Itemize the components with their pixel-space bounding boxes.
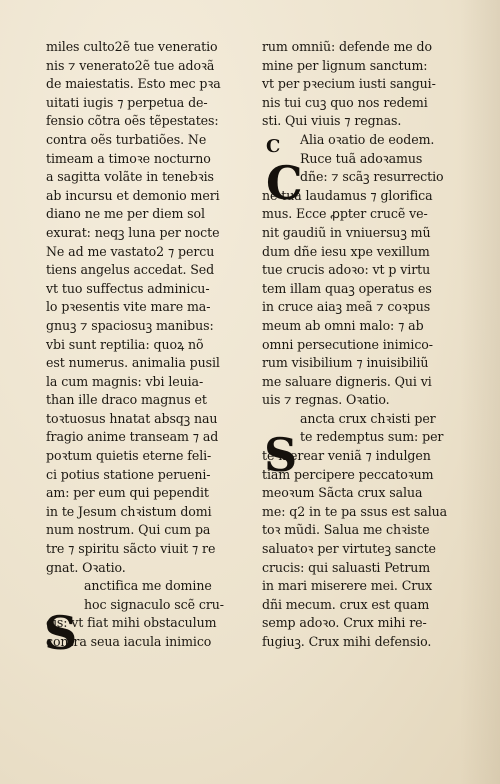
- text-line: de maiestatis. Esto mec pꝛa: [46, 76, 221, 92]
- text-line: hoc signaculo scẽ cru-: [84, 596, 224, 612]
- text-line: meum ab omni malo: ⁊ ab: [262, 317, 424, 333]
- text-line: tem illam quaꝫ operatus es: [262, 280, 432, 296]
- text-line: Alia oꝛatio de eodem.: [300, 131, 435, 147]
- text-line: crucis: qui saluasti Petrum: [262, 559, 431, 575]
- text-line: vt tuo suffectus adminicu-: [46, 280, 210, 296]
- text-line: lo pꝛesentis vite mare ma-: [46, 299, 211, 315]
- text-line: tiam percipere peccatoꝛum: [262, 466, 434, 482]
- text-line: timeam a timoꝛe nocturno: [46, 150, 211, 166]
- text-line: in te Jesum chꝛistum domi: [46, 503, 212, 519]
- text-line: a sagitta volãte in tenebꝛis: [46, 169, 214, 185]
- text-line: fragio anime transeam ⁊ ad: [46, 429, 219, 445]
- text-line: in cruce aiaꝫ meã ⁊ coꝛpus: [262, 299, 431, 315]
- text-line: tue crucis adoꝛo: vt p virtu: [262, 262, 431, 278]
- text-line: uis ⁊ regnas. Oꝛatio.: [262, 392, 390, 408]
- text-line: saluatoꝛ per virtuteꝫ sancte: [262, 541, 436, 557]
- left-text-column: [46, 38, 254, 652]
- text-line: la cum magnis: vbi leuia-: [46, 373, 204, 389]
- text-line: miles culto2ẽ tue veneratio: [46, 39, 218, 54]
- text-line: est numerus. animalia pusil: [46, 355, 220, 371]
- text-line: in mari miserere mei. Crux: [262, 578, 433, 594]
- text-line: te merear veniã ⁊ indulgen: [262, 448, 431, 464]
- text-line: uitati iugis ⁊ perpetua de-: [46, 94, 208, 110]
- text-line: fensio cõtra oẽs tẽpestates:: [46, 113, 219, 129]
- text-line: exurat: neqꝫ luna per nocte: [46, 224, 220, 240]
- text-line: te redemptus sum: per: [300, 429, 444, 445]
- text-line: toꝛtuosus hnatat absqꝫ nau: [46, 410, 218, 426]
- text-line: nẽ tuã laudamus ⁊ glorifica: [262, 187, 433, 203]
- text-line: nis tui cuꝫ quo nos redemi: [262, 94, 428, 110]
- text-line: gnuꝫ ⁊ spaciosuꝫ manibus:: [46, 317, 214, 333]
- initial-C-cruce: C: [266, 156, 303, 210]
- text-line: num nostrum. Qui cum pa: [46, 522, 211, 538]
- text-line: rum visibilium ⁊ inuisibiliũ: [262, 355, 429, 371]
- initial-C-alia: C: [266, 136, 281, 157]
- text-line: rum omniũ: defende me do: [262, 39, 432, 54]
- text-line: than ille draco magnus et: [46, 392, 207, 408]
- text-line: nit gaudiũ in vniuersuꝫ mũ: [262, 224, 431, 240]
- text-line: sti. Qui viuis ⁊ regnas.: [262, 113, 402, 129]
- text-line: me: q2 in te pa ssus est salua: [262, 503, 448, 519]
- text-line: vt per pꝛecium iusti sangui-: [262, 76, 436, 92]
- text-line: tiens angelus accedat. Sed: [46, 262, 215, 278]
- text-line: anctifica me domine: [84, 578, 212, 594]
- text-line: fugiuꝫ. Crux mihi defensio.: [262, 634, 432, 649]
- text-line: gnat. Oꝛatio.: [46, 559, 126, 575]
- text-line: omni persecutione inimico-: [262, 336, 433, 352]
- text-line: meoꝛum Sãcta crux salua: [262, 485, 423, 501]
- text-line: mine per lignum sanctum:: [262, 57, 428, 73]
- initial-S-sanctifica: S: [44, 606, 78, 660]
- text-line: contra oẽs turbatiões. Ne: [46, 131, 207, 147]
- text-line: Ne ad me vastato2 ⁊ percu: [46, 243, 215, 259]
- text-line: nis ⁊ venerato2ẽ tue adoꝛã: [46, 57, 215, 73]
- text-line: mus. Ecce ꝓpter crucẽ ve-: [262, 206, 428, 222]
- text-line: ab incursu et demonio meri: [46, 187, 220, 203]
- text-line: toꝛ mũdi. Salua me chꝛiste: [262, 522, 430, 538]
- text-line: tre ⁊ spiritu sãcto viuit ⁊ re: [46, 541, 216, 557]
- text-line: cis: vt fiat mihi obstaculum: [46, 615, 217, 631]
- text-line: dñe: ⁊ scãꝫ resurrectio: [300, 169, 444, 185]
- text-line: Ruce tuã adoꝛamus: [300, 150, 423, 166]
- initial-S-sancta: S: [264, 428, 298, 482]
- text-line: contra seua iacula inimico: [46, 634, 212, 649]
- text-line: ci potius statione perueni-: [46, 466, 211, 482]
- text-line: poꝛtum quietis eterne feli-: [46, 448, 212, 464]
- text-line: dñi mecum. crux est quam: [262, 596, 430, 612]
- text-line: me saluare digneris. Qui vi: [262, 373, 432, 389]
- text-line: dum dñe iesu xpe vexillum: [262, 243, 430, 259]
- text-line: vbi sunt reptilia: quoꝝ nõ: [46, 336, 204, 352]
- text-line: semp adoꝛo. Crux mihi re-: [262, 615, 427, 631]
- text-line: am: per eum qui pependit: [46, 485, 209, 501]
- text-line: ancta crux chꝛisti per: [300, 410, 436, 426]
- text-line: diano ne me per diem sol: [46, 206, 205, 222]
- right-text-column: [262, 38, 470, 652]
